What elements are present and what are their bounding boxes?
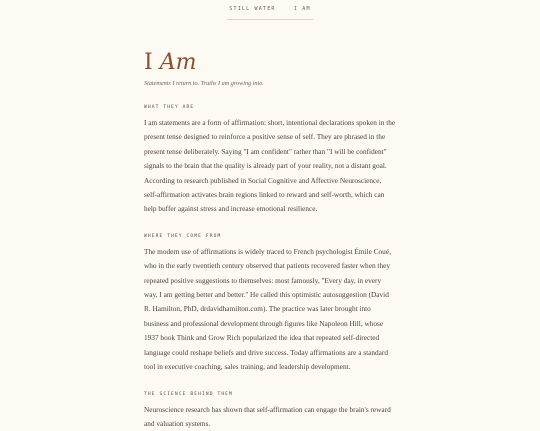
page-subtitle: Statements I return to. Truths I am growing into.: [144, 80, 396, 87]
nav-divider: [227, 19, 313, 20]
section-body-what-they-are: I am statements are a form of affirmation: short, intentional declarations spoken in the present tense designed to reinforce a positive sense of self. They are phrased in the present tense deliberately. Saying "I am confident" rather than "I will be confident" signals to the brain that the quality is already part of your reality, not a distant goal. According to research published in Social Cognitive and Affective Neuroscience, self-affirmation activates brain regions linked to reward and self-worth, which can help buffer against stress and increase emotional resilience.: [144, 116, 396, 217]
page-title-italic: Am: [160, 50, 197, 75]
section-body-science: Neuroscience research has shown that self-affirmation can engage the brain's reward and valuation systems.: [144, 403, 396, 431]
top-navigation: [0, 6, 540, 12]
article: [144, 48, 396, 431]
nav-link-i-am[interactable]: I AM: [294, 6, 311, 12]
page-title-plain: I: [144, 50, 153, 75]
page-title: [144, 48, 396, 78]
section-body-where-they-come-from: The modern use of affirmations is widely traced to French psychologist Émile Coué, who in the early twentieth century observed that patients recovered faster when they repeated positive suggestions to themselves: most famously, "Every day, in every way, I am getting better and better." He called this optimistic autosuggestion (David R. Hamilton, PhD, drdavidhamilton.com). The practice was later brought into business and professional development through figures like Napoleon Hill, whose 1937 book Think and Grow Rich popularized the idea that repeated self-directed language could reshape beliefs and drive success. Today affirmations are a standard tool in executive coaching, sales training, and leadership development.: [144, 245, 396, 375]
section-label-where-they-come-from: WHERE THEY COME FROM: [144, 234, 396, 239]
section-label-what-they-are: WHAT THEY ARE: [144, 105, 396, 110]
site-brand-link[interactable]: STILL WATER: [229, 6, 275, 12]
section-label-science: THE SCIENCE BEHIND THEM: [144, 392, 396, 397]
